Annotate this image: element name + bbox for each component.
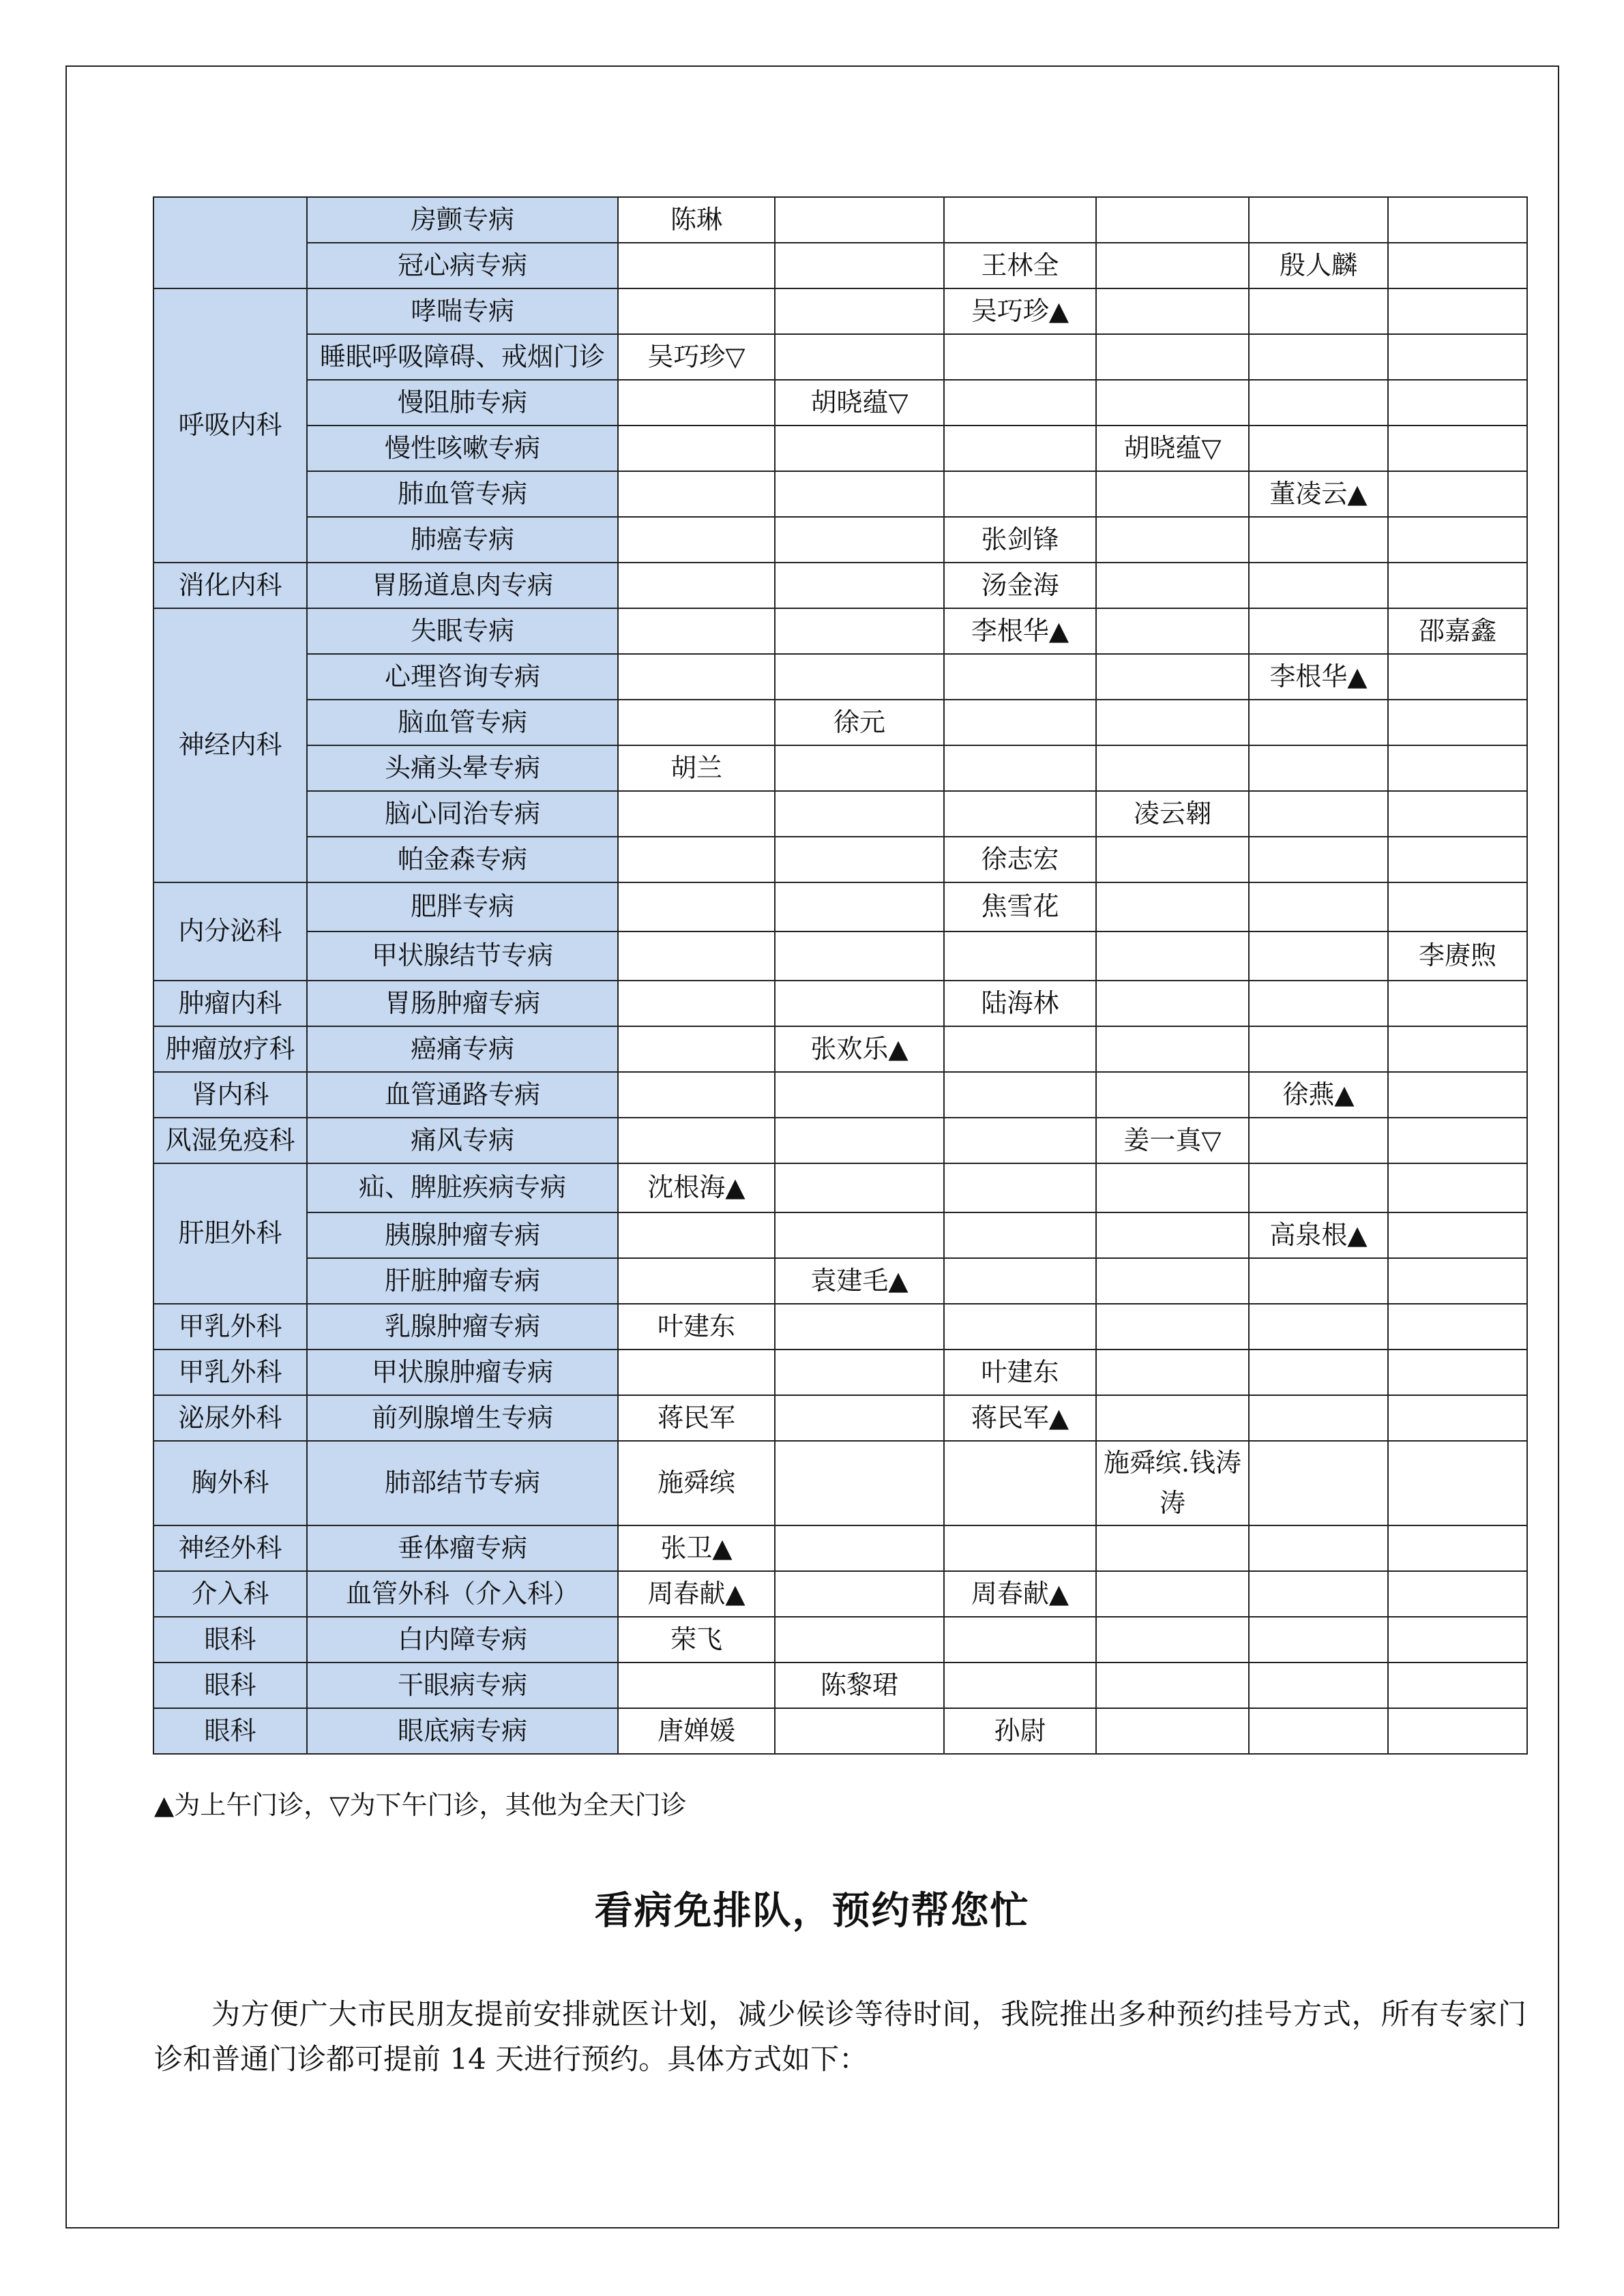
clinic-name-cell: 肝脏肿瘤专病	[307, 1258, 618, 1304]
table-row	[153, 426, 1527, 471]
clinic-name-cell: 前列腺增生专病	[307, 1395, 618, 1441]
clinic-name-cell: 慢阻肺专病	[307, 380, 618, 426]
doctor-schedule-cell	[618, 563, 775, 608]
doctor-schedule-cell	[1249, 745, 1388, 791]
doctor-schedule-cell	[775, 288, 944, 334]
clinic-name-cell: 癌痛专病	[307, 1026, 618, 1072]
doctor-schedule-cell: 张欢乐▲	[775, 1026, 944, 1072]
doctor-schedule-cell: 周春献▲	[618, 1571, 775, 1617]
doctor-schedule-cell	[618, 981, 775, 1026]
doctor-schedule-cell	[775, 334, 944, 380]
clinic-name-cell: 眼底病专病	[307, 1708, 618, 1754]
doctor-schedule-cell	[944, 1026, 1096, 1072]
doctor-schedule-cell	[1096, 981, 1249, 1026]
doctor-schedule-cell	[1388, 1395, 1527, 1441]
appointment-intro-paragraph: 为方便广大市民朋友提前安排就医计划，减少候诊等待时间，我院推出多种预约挂号方式，所有专家门诊和普通门诊都可提前 14 天进行预约。具体方式如下：	[154, 1997, 1526, 2076]
doctor-schedule-cell: 胡晓蕴▽	[775, 380, 944, 426]
clinic-name-cell: 房颤专病	[307, 197, 618, 243]
clinic-name-cell: 血管通路专病	[307, 1072, 618, 1118]
doctor-schedule-cell	[618, 700, 775, 745]
table-row	[153, 882, 1527, 931]
doctor-schedule-cell	[1096, 1258, 1249, 1304]
department-cell	[153, 197, 307, 288]
doctor-schedule-cell	[618, 1118, 775, 1163]
doctor-schedule-cell	[1096, 1350, 1249, 1395]
doctor-schedule-cell	[1096, 1708, 1249, 1754]
doctor-schedule-cell	[1388, 380, 1527, 426]
doctor-schedule-cell: 李根华▲	[1249, 654, 1388, 700]
doctor-schedule-cell	[944, 700, 1096, 745]
table-row	[153, 1163, 1527, 1212]
doctor-schedule-cell	[775, 1395, 944, 1441]
doctor-schedule-cell	[1249, 380, 1388, 426]
doctor-schedule-cell	[1249, 1118, 1388, 1163]
doctor-schedule-cell	[944, 471, 1096, 517]
table-row	[153, 1350, 1527, 1395]
doctor-schedule-cell	[1096, 745, 1249, 791]
doctor-schedule-cell	[1096, 334, 1249, 380]
schedule-legend: ▲为上午门诊，▽为下午门诊，其他为全天门诊	[154, 1790, 687, 1820]
doctor-schedule-cell	[1388, 745, 1527, 791]
doctor-schedule-cell: 施舜缤	[618, 1441, 775, 1525]
doctor-schedule-cell	[1249, 1525, 1388, 1571]
table-row	[153, 1525, 1527, 1571]
doctor-schedule-cell: 王林全	[944, 243, 1096, 288]
clinic-name-cell: 白内障专病	[307, 1617, 618, 1663]
table-row	[153, 517, 1527, 563]
doctor-schedule-cell	[775, 1163, 944, 1212]
doctor-schedule-cell	[1249, 1258, 1388, 1304]
doctor-schedule-cell	[775, 608, 944, 654]
doctor-schedule-cell	[1249, 1350, 1388, 1395]
doctor-schedule-cell	[775, 745, 944, 791]
doctor-schedule-cell	[1388, 981, 1527, 1026]
doctor-schedule-cell: 董凌云▲	[1249, 471, 1388, 517]
doctor-schedule-cell	[1249, 1708, 1388, 1754]
doctor-schedule-cell	[618, 608, 775, 654]
doctor-schedule-cell	[1388, 1617, 1527, 1663]
table-row	[153, 1395, 1527, 1441]
doctor-schedule-cell	[944, 1525, 1096, 1571]
clinic-schedule-table	[153, 196, 1528, 1755]
doctor-schedule-cell: 蒋民军	[618, 1395, 775, 1441]
doctor-schedule-cell	[775, 426, 944, 471]
clinic-name-cell: 干眼病专病	[307, 1663, 618, 1708]
doctor-schedule-cell: 高泉根▲	[1249, 1212, 1388, 1258]
doctor-schedule-cell: 叶建东	[618, 1304, 775, 1350]
doctor-schedule-cell	[1388, 1163, 1527, 1212]
doctor-schedule-cell	[1388, 1525, 1527, 1571]
table-row	[153, 197, 1527, 243]
doctor-schedule-cell	[1096, 1663, 1249, 1708]
doctor-schedule-cell	[1096, 1617, 1249, 1663]
clinic-name-cell: 头痛头晕专病	[307, 745, 618, 791]
doctor-schedule-cell	[1249, 334, 1388, 380]
appointment-title: 看病免排队，预约帮您忙	[594, 1888, 1030, 1933]
doctor-schedule-cell	[1249, 608, 1388, 654]
department-cell: 胸外科	[153, 1441, 307, 1525]
doctor-schedule-cell	[1096, 1304, 1249, 1350]
table-row	[153, 563, 1527, 608]
doctor-schedule-cell	[1249, 1617, 1388, 1663]
doctor-schedule-cell: 焦雪花	[944, 882, 1096, 931]
doctor-schedule-cell	[1249, 882, 1388, 931]
doctor-schedule-cell	[1388, 791, 1527, 837]
clinic-name-cell: 肺血管专病	[307, 471, 618, 517]
doctor-schedule-cell	[618, 654, 775, 700]
table-row	[153, 700, 1527, 745]
doctor-schedule-cell	[775, 882, 944, 931]
clinic-name-cell: 血管外科（介入科）	[307, 1571, 618, 1617]
table-row	[153, 745, 1527, 791]
department-cell: 泌尿外科	[153, 1395, 307, 1441]
doctor-schedule-cell	[1249, 1663, 1388, 1708]
doctor-schedule-cell	[1388, 654, 1527, 700]
doctor-schedule-cell	[1388, 288, 1527, 334]
doctor-schedule-cell	[618, 288, 775, 334]
clinic-name-cell: 冠心病专病	[307, 243, 618, 288]
clinic-name-cell: 脑血管专病	[307, 700, 618, 745]
doctor-schedule-cell: 徐燕▲	[1249, 1072, 1388, 1118]
clinic-name-cell: 痛风专病	[307, 1118, 618, 1163]
doctor-schedule-cell	[1249, 1304, 1388, 1350]
doctor-schedule-cell	[618, 1663, 775, 1708]
doctor-schedule-cell: 张剑锋	[944, 517, 1096, 563]
doctor-schedule-cell	[1388, 334, 1527, 380]
doctor-schedule-cell	[1096, 654, 1249, 700]
doctor-schedule-cell	[775, 563, 944, 608]
clinic-name-cell: 甲状腺肿瘤专病	[307, 1350, 618, 1395]
doctor-schedule-cell	[775, 517, 944, 563]
department-cell: 肿瘤放疗科	[153, 1026, 307, 1072]
doctor-schedule-cell	[944, 1441, 1096, 1525]
doctor-schedule-cell	[1388, 243, 1527, 288]
doctor-schedule-cell	[1249, 426, 1388, 471]
doctor-schedule-cell	[1249, 197, 1388, 243]
table-row	[153, 1571, 1527, 1617]
doctor-schedule-cell: 陆海林	[944, 981, 1096, 1026]
doctor-schedule-cell	[1096, 243, 1249, 288]
doctor-schedule-cell: 荣飞	[618, 1617, 775, 1663]
department-cell: 眼科	[153, 1708, 307, 1754]
doctor-schedule-cell: 陈琳	[618, 197, 775, 243]
doctor-schedule-cell	[618, 1212, 775, 1258]
doctor-schedule-cell	[1249, 1026, 1388, 1072]
table-row	[153, 1663, 1527, 1708]
doctor-schedule-cell	[944, 1617, 1096, 1663]
doctor-schedule-cell	[618, 380, 775, 426]
doctor-schedule-cell	[618, 882, 775, 931]
doctor-schedule-cell	[775, 1304, 944, 1350]
doctor-schedule-cell	[1096, 197, 1249, 243]
doctor-schedule-cell: 徐志宏	[944, 837, 1096, 882]
doctor-schedule-cell	[1249, 931, 1388, 981]
table-row	[153, 837, 1527, 882]
doctor-schedule-cell	[618, 426, 775, 471]
doctor-schedule-cell: 吴巧珍▲	[944, 288, 1096, 334]
doctor-schedule-cell: 陈黎珺	[775, 1663, 944, 1708]
doctor-schedule-cell	[1388, 882, 1527, 931]
doctor-schedule-cell	[944, 931, 1096, 981]
doctor-schedule-cell: 胡晓蕴▽	[1096, 426, 1249, 471]
doctor-schedule-cell: 施舜缤.钱涛涛	[1096, 1441, 1249, 1525]
doctor-schedule-cell: 吴巧珍▽	[618, 334, 775, 380]
department-cell: 眼科	[153, 1663, 307, 1708]
doctor-schedule-cell	[944, 1304, 1096, 1350]
clinic-name-cell: 疝、脾脏疾病专病	[307, 1163, 618, 1212]
doctor-schedule-cell	[1249, 700, 1388, 745]
department-cell: 眼科	[153, 1617, 307, 1663]
table-row	[153, 243, 1527, 288]
doctor-schedule-cell	[1096, 563, 1249, 608]
doctor-schedule-cell	[1096, 380, 1249, 426]
clinic-name-cell: 胰腺肿瘤专病	[307, 1212, 618, 1258]
doctor-schedule-cell	[1096, 1212, 1249, 1258]
doctor-schedule-cell	[618, 1072, 775, 1118]
doctor-schedule-cell	[775, 197, 944, 243]
table-row	[153, 791, 1527, 837]
doctor-schedule-cell: 殷人麟	[1249, 243, 1388, 288]
doctor-schedule-cell: 汤金海	[944, 563, 1096, 608]
doctor-schedule-cell	[1249, 1395, 1388, 1441]
doctor-schedule-cell	[775, 981, 944, 1026]
doctor-schedule-cell	[944, 745, 1096, 791]
doctor-schedule-cell	[618, 517, 775, 563]
doctor-schedule-cell	[618, 471, 775, 517]
doctor-schedule-cell	[775, 1617, 944, 1663]
clinic-name-cell: 肥胖专病	[307, 882, 618, 931]
doctor-schedule-cell	[775, 1212, 944, 1258]
doctor-schedule-cell	[618, 1258, 775, 1304]
department-cell: 肿瘤内科	[153, 981, 307, 1026]
doctor-schedule-cell	[944, 1118, 1096, 1163]
table-row	[153, 1212, 1527, 1258]
doctor-schedule-cell	[1249, 791, 1388, 837]
doctor-schedule-cell: 邵嘉鑫	[1388, 608, 1527, 654]
doctor-schedule-cell	[1096, 1571, 1249, 1617]
doctor-schedule-cell	[1096, 471, 1249, 517]
doctor-schedule-cell	[1249, 1571, 1388, 1617]
clinic-name-cell: 帕金森专病	[307, 837, 618, 882]
doctor-schedule-cell	[775, 1441, 944, 1525]
department-cell: 神经外科	[153, 1525, 307, 1571]
department-cell: 甲乳外科	[153, 1350, 307, 1395]
doctor-schedule-cell	[1249, 563, 1388, 608]
table-row	[153, 380, 1527, 426]
doctor-schedule-cell	[618, 791, 775, 837]
table-row	[153, 1441, 1527, 1525]
clinic-name-cell: 脑心同治专病	[307, 791, 618, 837]
clinic-name-cell: 睡眠呼吸障碍、戒烟门诊	[307, 334, 618, 380]
doctor-schedule-cell	[1096, 1163, 1249, 1212]
doctor-schedule-cell	[1249, 1163, 1388, 1212]
doctor-schedule-cell: 徐元	[775, 700, 944, 745]
doctor-schedule-cell	[1388, 1212, 1527, 1258]
doctor-schedule-cell	[1096, 1072, 1249, 1118]
doctor-schedule-cell	[1388, 426, 1527, 471]
department-cell: 甲乳外科	[153, 1304, 307, 1350]
doctor-schedule-cell	[1096, 882, 1249, 931]
table-row	[153, 1118, 1527, 1163]
doctor-schedule-cell	[944, 197, 1096, 243]
doctor-schedule-cell	[1096, 517, 1249, 563]
doctor-schedule-cell: 沈根海▲	[618, 1163, 775, 1212]
table-row	[153, 1708, 1527, 1754]
doctor-schedule-cell: 唐婵媛	[618, 1708, 775, 1754]
doctor-schedule-cell	[775, 1118, 944, 1163]
clinic-name-cell: 心理咨询专病	[307, 654, 618, 700]
doctor-schedule-cell	[1388, 1118, 1527, 1163]
doctor-schedule-cell: 张卫▲	[618, 1525, 775, 1571]
table-row	[153, 1304, 1527, 1350]
doctor-schedule-cell	[1096, 931, 1249, 981]
doctor-schedule-cell	[1096, 1395, 1249, 1441]
doctor-schedule-cell: 凌云翱	[1096, 791, 1249, 837]
doctor-schedule-cell	[1388, 1441, 1527, 1525]
doctor-schedule-cell	[1388, 837, 1527, 882]
table-row	[153, 1026, 1527, 1072]
department-cell: 内分泌科	[153, 882, 307, 981]
clinic-name-cell: 垂体瘤专病	[307, 1525, 618, 1571]
doctor-schedule-cell	[775, 1350, 944, 1395]
clinic-name-cell: 甲状腺结节专病	[307, 931, 618, 981]
doctor-schedule-cell	[944, 1212, 1096, 1258]
clinic-name-cell: 失眠专病	[307, 608, 618, 654]
doctor-schedule-cell	[618, 837, 775, 882]
department-cell: 神经内科	[153, 608, 307, 882]
clinic-name-cell: 胃肠道息肉专病	[307, 563, 618, 608]
doctor-schedule-cell: 李赓煦	[1388, 931, 1527, 981]
doctor-schedule-cell	[775, 1571, 944, 1617]
doctor-schedule-cell	[944, 1258, 1096, 1304]
table-row	[153, 654, 1527, 700]
doctor-schedule-cell	[775, 931, 944, 981]
department-cell: 肝胆外科	[153, 1163, 307, 1304]
doctor-schedule-cell: 姜一真▽	[1096, 1118, 1249, 1163]
doctor-schedule-cell	[775, 243, 944, 288]
doctor-schedule-cell	[1388, 197, 1527, 243]
department-cell: 肾内科	[153, 1072, 307, 1118]
doctor-schedule-cell: 孙尉	[944, 1708, 1096, 1754]
doctor-schedule-cell	[1388, 1663, 1527, 1708]
doctor-schedule-cell	[944, 654, 1096, 700]
doctor-schedule-cell	[1096, 700, 1249, 745]
doctor-schedule-cell	[1388, 1072, 1527, 1118]
doctor-schedule-cell	[1249, 517, 1388, 563]
doctor-schedule-cell: 叶建东	[944, 1350, 1096, 1395]
doctor-schedule-cell	[775, 1525, 944, 1571]
doctor-schedule-cell: 蒋民军▲	[944, 1395, 1096, 1441]
clinic-name-cell: 胃肠肿瘤专病	[307, 981, 618, 1026]
table-row	[153, 981, 1527, 1026]
doctor-schedule-cell	[1388, 517, 1527, 563]
doctor-schedule-cell: 周春献▲	[944, 1571, 1096, 1617]
department-cell: 介入科	[153, 1571, 307, 1617]
doctor-schedule-cell	[944, 380, 1096, 426]
doctor-schedule-cell	[618, 1350, 775, 1395]
doctor-schedule-cell	[944, 1072, 1096, 1118]
doctor-schedule-cell	[944, 426, 1096, 471]
table-row	[153, 931, 1527, 981]
doctor-schedule-cell	[1388, 1350, 1527, 1395]
clinic-name-cell: 乳腺肿瘤专病	[307, 1304, 618, 1350]
doctor-schedule-cell	[1388, 563, 1527, 608]
doctor-schedule-cell	[944, 791, 1096, 837]
doctor-schedule-cell	[775, 1072, 944, 1118]
doctor-schedule-cell	[1388, 1258, 1527, 1304]
clinic-name-cell: 肺部结节专病	[307, 1441, 618, 1525]
doctor-schedule-cell	[618, 1026, 775, 1072]
table-row	[153, 1258, 1527, 1304]
clinic-name-cell: 肺癌专病	[307, 517, 618, 563]
doctor-schedule-cell	[944, 334, 1096, 380]
doctor-schedule-cell	[775, 791, 944, 837]
doctor-schedule-cell	[1388, 471, 1527, 517]
table-row	[153, 1072, 1527, 1118]
doctor-schedule-cell: 胡兰	[618, 745, 775, 791]
doctor-schedule-cell	[1249, 1441, 1388, 1525]
doctor-schedule-cell	[1388, 1708, 1527, 1754]
doctor-schedule-cell	[944, 1163, 1096, 1212]
doctor-schedule-cell	[775, 471, 944, 517]
doctor-schedule-cell	[1388, 1026, 1527, 1072]
clinic-name-cell: 哮喘专病	[307, 288, 618, 334]
table-row	[153, 471, 1527, 517]
doctor-schedule-cell	[1388, 1304, 1527, 1350]
table-row	[153, 288, 1527, 334]
doctor-schedule-cell	[944, 1663, 1096, 1708]
clinic-name-cell: 慢性咳嗽专病	[307, 426, 618, 471]
doctor-schedule-cell	[618, 243, 775, 288]
department-cell: 消化内科	[153, 563, 307, 608]
department-cell: 风湿免疫科	[153, 1118, 307, 1163]
doctor-schedule-cell	[1249, 288, 1388, 334]
table-row	[153, 608, 1527, 654]
doctor-schedule-cell	[1388, 700, 1527, 745]
doctor-schedule-cell	[1388, 1571, 1527, 1617]
doctor-schedule-cell: 李根华▲	[944, 608, 1096, 654]
doctor-schedule-cell	[1096, 1026, 1249, 1072]
doctor-schedule-cell: 袁建毛▲	[775, 1258, 944, 1304]
doctor-schedule-cell	[1096, 608, 1249, 654]
doctor-schedule-cell	[775, 1708, 944, 1754]
table-row	[153, 1617, 1527, 1663]
doctor-schedule-cell	[1096, 288, 1249, 334]
doctor-schedule-cell	[618, 931, 775, 981]
table-row	[153, 334, 1527, 380]
doctor-schedule-cell	[1249, 837, 1388, 882]
doctor-schedule-cell	[775, 654, 944, 700]
doctor-schedule-cell	[775, 837, 944, 882]
doctor-schedule-cell	[1096, 1525, 1249, 1571]
doctor-schedule-cell	[1096, 837, 1249, 882]
department-cell: 呼吸内科	[153, 288, 307, 563]
doctor-schedule-cell	[1249, 981, 1388, 1026]
